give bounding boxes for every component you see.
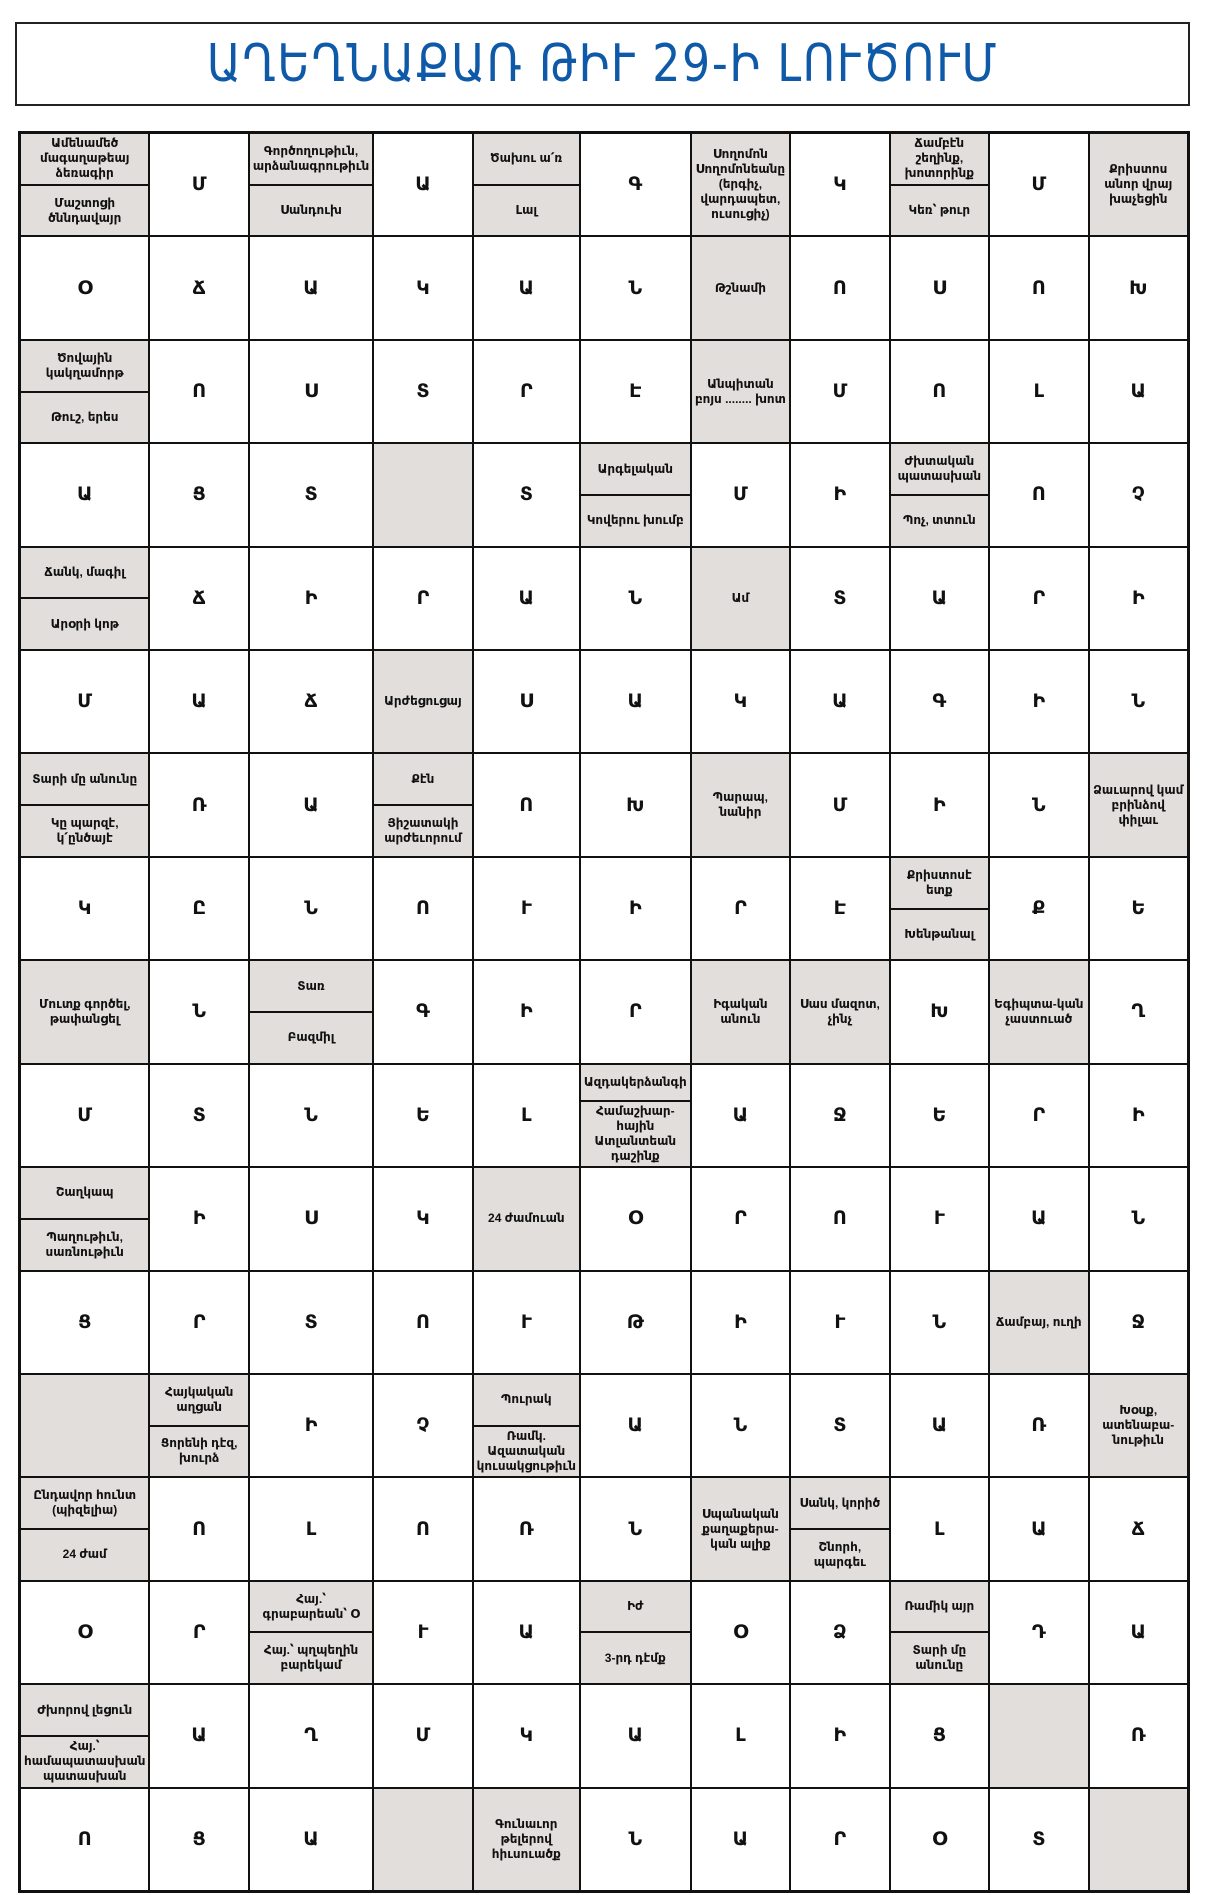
clue-text: Սանկ, կորիծ [799, 1495, 881, 1510]
answer-cell[interactable]: Ա [373, 133, 472, 236]
clue-text: Տառ [297, 978, 325, 993]
clue-text: Ամ [731, 590, 750, 605]
clue-text: Գործողութիւն, արձանագրութիւն [252, 143, 370, 173]
answer-cell[interactable]: Ր [989, 1064, 1088, 1167]
answer-cell[interactable]: Ի [790, 443, 889, 546]
clue-text: Մաշտոցի ծննդավայր [21, 184, 148, 236]
clue-text: Կովերու խումբ [581, 494, 690, 546]
clue-cell [373, 650, 472, 753]
clue-text: Պուրակ [501, 1392, 552, 1407]
answer-cell[interactable]: Ա [1089, 1581, 1188, 1684]
clue-cell [249, 1581, 373, 1684]
clue-cell [890, 857, 989, 960]
clue-text: 24 ժամ [21, 1528, 148, 1580]
answer-cell[interactable]: Ղ [249, 1684, 373, 1787]
answer-cell[interactable]: Ր [473, 340, 580, 443]
answer-cell[interactable]: Լ [249, 1477, 373, 1580]
answer-cell[interactable]: Ի [691, 1271, 790, 1374]
answer-cell[interactable]: Ր [691, 857, 790, 960]
clue-cell [20, 753, 149, 856]
answer-cell[interactable]: Է [790, 857, 889, 960]
clue-cell [20, 133, 149, 236]
answer-cell[interactable]: Մ [790, 340, 889, 443]
answer-cell[interactable]: Ր [149, 1271, 248, 1374]
answer-cell[interactable]: Ն [691, 1374, 790, 1477]
answer-cell[interactable]: Ո [890, 340, 989, 443]
answer-cell[interactable]: Տ [249, 443, 373, 546]
answer-cell[interactable]: Տ [373, 340, 472, 443]
answer-cell[interactable]: Ո [373, 1271, 472, 1374]
clue-text: Իգական անուն [713, 996, 768, 1026]
answer-cell[interactable]: Ա [473, 236, 580, 339]
answer-cell[interactable]: Ճ [149, 547, 248, 650]
answer-cell[interactable]: Ր [790, 1788, 889, 1891]
answer-cell[interactable]: Ո [473, 753, 580, 856]
answer-cell[interactable]: Ո [790, 236, 889, 339]
clue-cell [691, 133, 790, 236]
clue-text: Տարի մը անունը [891, 1631, 988, 1683]
clue-text: Քրիստոսէ ետք [906, 867, 972, 897]
answer-cell[interactable]: Խ [890, 960, 989, 1063]
answer-cell[interactable]: Գ [890, 650, 989, 753]
clue-text: Ձաւարով կամ բրինձով փիլաւ [1093, 782, 1184, 827]
clue-cell [790, 1477, 889, 1580]
answer-cell[interactable]: Ի [1089, 1064, 1188, 1167]
answer-cell[interactable]: Կ [373, 1167, 472, 1270]
clue-cell [580, 443, 691, 546]
clue-cell [20, 340, 149, 443]
clue-text: Խենթանալ [891, 908, 988, 960]
answer-cell[interactable]: Ճ [149, 236, 248, 339]
answer-cell[interactable]: Ց [149, 1788, 248, 1891]
clue-text: Ազդակերձանգի [583, 1074, 687, 1089]
clue-text: Մուտք գործել, թափանցել [39, 996, 131, 1026]
answer-cell[interactable]: Չ [373, 1374, 472, 1477]
answer-cell[interactable]: Տ [790, 1374, 889, 1477]
clue-text: Թշնամի [714, 280, 766, 295]
clue-text: Գունաւոր թելերով հիւսուածք [491, 1816, 561, 1861]
blank-cell [373, 1788, 472, 1891]
clue-cell [249, 960, 373, 1063]
answer-cell[interactable]: Ս [890, 236, 989, 339]
answer-cell[interactable]: Ա [580, 650, 691, 753]
answer-cell[interactable]: Ղ [1089, 960, 1188, 1063]
answer-cell[interactable]: Օ [890, 1788, 989, 1891]
answer-cell[interactable]: Ն [1089, 1167, 1188, 1270]
clue-text: Պոչ, տտուն [891, 494, 988, 546]
clue-text: Կը պարզէ, կ՛ընծայէ [21, 804, 148, 856]
answer-cell[interactable]: Տ [249, 1271, 373, 1374]
blank-cell [1089, 1788, 1188, 1891]
clue-cell [20, 1684, 149, 1787]
answer-cell[interactable]: Ե [890, 1064, 989, 1167]
clue-text: Սողոմոն Սողոմոնեանը (երգիչ, վարդապետ, ուսուցիչ) [695, 147, 786, 222]
answer-cell[interactable]: Ն [580, 547, 691, 650]
answer-cell[interactable]: Ն [580, 1477, 691, 1580]
answer-cell[interactable]: Ը [149, 857, 248, 960]
blank-cell [989, 1684, 1088, 1787]
answer-cell[interactable]: Ն [580, 236, 691, 339]
answer-cell[interactable]: Ա [580, 1374, 691, 1477]
clue-text: Հայ.՝ պղպեղին բարեկամ [250, 1631, 372, 1683]
answer-cell[interactable]: Կ [373, 236, 472, 339]
answer-cell[interactable]: Մ [790, 753, 889, 856]
clue-cell [691, 1477, 790, 1580]
page-title: ԱՂԵՂՆԱՔԱՌ ԹԻՒ 29-Ի ԼՈՒԾՈՒՄ [206, 34, 999, 94]
clue-text: Տարի մը անունը [32, 771, 138, 786]
clue-text: Համաշխար-հային Ատլանտեան դաշինք [581, 1100, 690, 1166]
answer-cell[interactable]: Ե [373, 1064, 472, 1167]
answer-cell[interactable]: Ռ [1089, 1684, 1188, 1787]
answer-cell[interactable]: Օ [691, 1581, 790, 1684]
answer-cell[interactable]: Է [580, 340, 691, 443]
clue-text: Պարապ, նանիր [712, 790, 769, 820]
clue-cell [989, 960, 1088, 1063]
answer-cell[interactable]: Ա [249, 236, 373, 339]
clue-text: Բազմիլ [250, 1011, 372, 1063]
clue-text: Լալ [474, 184, 579, 236]
answer-cell[interactable]: Ի [790, 1684, 889, 1787]
answer-cell[interactable]: Ա [691, 1788, 790, 1891]
answer-cell[interactable]: Մ [20, 650, 149, 753]
answer-cell[interactable]: Խ [580, 753, 691, 856]
clue-text: Անպիտան բոյս ........ խոտ [694, 376, 786, 406]
clue-text: Ժխտական պատասխան [897, 454, 982, 484]
clue-text: Հայ.՝ համապատասխան պատասխան [21, 1735, 148, 1787]
answer-cell[interactable]: Ւ [473, 857, 580, 960]
answer-cell[interactable]: Ո [790, 1167, 889, 1270]
clue-text: Խօսք, ատենաբա-նութիւն [1102, 1403, 1175, 1448]
answer-cell[interactable]: Կ [691, 650, 790, 753]
clue-cell [1089, 1374, 1188, 1477]
answer-cell[interactable]: Ն [249, 1064, 373, 1167]
clue-text: Ռամիկ այր [904, 1599, 975, 1614]
answer-cell[interactable]: Ա [473, 547, 580, 650]
clue-cell [473, 1167, 580, 1270]
answer-cell[interactable]: Տ [149, 1064, 248, 1167]
answer-cell[interactable]: Ի [473, 960, 580, 1063]
clue-cell [989, 1271, 1088, 1374]
clue-text: Ժխորով լեցուն [37, 1702, 133, 1717]
answer-cell[interactable]: Ճ [249, 650, 373, 753]
clue-cell [691, 753, 790, 856]
answer-cell[interactable]: Ւ [790, 1271, 889, 1374]
answer-cell[interactable]: Ն [580, 1788, 691, 1891]
answer-cell[interactable]: Ն [989, 753, 1088, 856]
clue-text: Հայկական աղցան [164, 1384, 234, 1414]
answer-cell[interactable]: Ա [473, 1581, 580, 1684]
clue-text: Ճամբէն շեղինք, խոտորինք [904, 136, 974, 181]
clue-text: Ընդավոր հունտ (պիզելիա) [33, 1488, 137, 1518]
clue-text: Քէն [411, 771, 435, 786]
answer-cell[interactable]: Ջ [790, 1064, 889, 1167]
clue-text: Ճամբայ, ուղի [995, 1314, 1082, 1329]
answer-cell[interactable]: Գ [580, 133, 691, 236]
clue-text: Պաղութիւն, սառնութիւն [21, 1218, 148, 1270]
clue-text: Եգիպտա-կան չաստուած [994, 996, 1084, 1026]
answer-cell[interactable]: Տ [473, 443, 580, 546]
answer-cell[interactable]: Դ [989, 1581, 1088, 1684]
answer-cell[interactable]: Ի [989, 650, 1088, 753]
answer-cell[interactable]: Ա [249, 753, 373, 856]
answer-cell[interactable]: Ա [580, 1684, 691, 1787]
clue-text: Ճանկ, մագիլ [44, 564, 126, 579]
answer-cell[interactable]: Ւ [473, 1271, 580, 1374]
clue-cell [373, 753, 472, 856]
clue-text: Արգելական [597, 461, 673, 476]
title-box [15, 22, 1190, 106]
answer-cell[interactable]: Կ [473, 1684, 580, 1787]
answer-cell[interactable]: Ա [1089, 340, 1188, 443]
answer-cell[interactable]: Ա [149, 650, 248, 753]
answer-cell[interactable]: Ա [691, 1064, 790, 1167]
answer-cell[interactable]: Կ [20, 857, 149, 960]
clue-cell [249, 133, 373, 236]
answer-cell[interactable]: Լ [890, 1477, 989, 1580]
answer-cell[interactable]: Ո [989, 443, 1088, 546]
answer-cell[interactable]: Ն [149, 960, 248, 1063]
answer-cell[interactable]: Տ [989, 1788, 1088, 1891]
clue-cell [890, 133, 989, 236]
clue-cell [790, 960, 889, 1063]
clue-text: Սպանական քաղաքերա-կան ալիք [701, 1506, 779, 1551]
answer-cell[interactable]: Լ [473, 1064, 580, 1167]
answer-cell[interactable]: Ի [149, 1167, 248, 1270]
answer-cell[interactable]: Ո [20, 1788, 149, 1891]
answer-cell[interactable]: Ռ [149, 753, 248, 856]
answer-cell[interactable]: Օ [20, 236, 149, 339]
answer-cell[interactable]: Ս [249, 340, 373, 443]
answer-cell[interactable]: Թ [580, 1271, 691, 1374]
answer-cell[interactable]: Ի [890, 753, 989, 856]
clue-cell [691, 547, 790, 650]
answer-cell[interactable]: Ձ [790, 1581, 889, 1684]
clue-cell [20, 547, 149, 650]
answer-cell[interactable]: Ե [1089, 857, 1188, 960]
blank-cell [373, 443, 472, 546]
answer-cell[interactable]: Ճ [1089, 1477, 1188, 1580]
answer-cell[interactable]: Ո [149, 1477, 248, 1580]
answer-cell[interactable]: Ա [149, 1684, 248, 1787]
clue-cell [691, 340, 790, 443]
clue-text: Ամենամեծ մագաղաթեայ ձեռագիր [40, 136, 130, 181]
clue-cell [20, 1477, 149, 1580]
clue-cell [691, 236, 790, 339]
clue-text: Ռամկ. Ազատական կուսակցութիւն [474, 1425, 579, 1477]
clue-text: 24 ժամուան [488, 1211, 565, 1226]
answer-cell[interactable]: Ս [473, 650, 580, 753]
clue-text: Քրիստոս անոր վրայ խաչեցին [1104, 162, 1173, 207]
answer-cell[interactable]: Ո [373, 1477, 472, 1580]
answer-cell[interactable]: Մ [373, 1684, 472, 1787]
answer-cell[interactable]: Ց [149, 443, 248, 546]
answer-cell[interactable]: Գ [373, 960, 472, 1063]
clue-text: Թուշ, երես [21, 391, 148, 443]
answer-cell[interactable]: Ն [1089, 650, 1188, 753]
answer-cell[interactable]: Ի [249, 1374, 373, 1477]
answer-cell[interactable]: Մ [691, 443, 790, 546]
answer-cell[interactable]: Ի [1089, 547, 1188, 650]
clue-cell [1089, 753, 1188, 856]
answer-cell[interactable]: Չ [1089, 443, 1188, 546]
answer-cell[interactable]: Մ [20, 1064, 149, 1167]
clue-text: Արժեցուցայ [384, 694, 462, 709]
answer-cell[interactable]: Ա [249, 1788, 373, 1891]
clue-cell [20, 1167, 149, 1270]
clue-text: Ցորենի դէզ, խուրձ [150, 1425, 247, 1477]
answer-cell[interactable]: Ա [989, 1477, 1088, 1580]
answer-cell[interactable]: Ա [20, 443, 149, 546]
answer-cell[interactable]: Ո [989, 236, 1088, 339]
answer-cell[interactable]: Ց [890, 1684, 989, 1787]
clue-cell [20, 960, 149, 1063]
answer-cell[interactable]: Օ [20, 1581, 149, 1684]
crossword-grid [18, 131, 1190, 1893]
answer-cell[interactable]: Ր [373, 547, 472, 650]
answer-cell[interactable]: Ա [989, 1167, 1088, 1270]
clue-cell [473, 1374, 580, 1477]
clue-text: Ծովային կակղամորթ [45, 350, 124, 380]
answer-cell[interactable]: Լ [691, 1684, 790, 1787]
clue-text: Յիշատակի արժեւորում [374, 804, 471, 856]
clue-text: Շնորհ, պարգեւ [791, 1528, 888, 1580]
answer-cell[interactable]: Տ [790, 547, 889, 650]
answer-cell[interactable]: Ն [249, 857, 373, 960]
answer-cell[interactable]: Ք [989, 857, 1088, 960]
answer-cell[interactable]: Ա [890, 547, 989, 650]
answer-cell[interactable]: Մ [989, 133, 1088, 236]
answer-cell[interactable]: Ջ [1089, 1271, 1188, 1374]
answer-cell[interactable]: Ո [373, 857, 472, 960]
answer-cell[interactable]: Ր [989, 547, 1088, 650]
answer-cell[interactable]: Ր [580, 960, 691, 1063]
clue-text: Ծախու ա՛ռ [490, 151, 563, 166]
blank-cell [20, 1374, 149, 1477]
clue-cell [890, 443, 989, 546]
answer-cell[interactable]: Կ [790, 133, 889, 236]
answer-cell[interactable]: Ի [580, 857, 691, 960]
answer-cell[interactable]: Օ [580, 1167, 691, 1270]
clue-cell [1089, 133, 1188, 236]
clue-cell [580, 1064, 691, 1167]
answer-cell[interactable]: Ա [790, 650, 889, 753]
clue-text: Իժ [627, 1599, 644, 1614]
clue-cell [473, 133, 580, 236]
clue-text: Շաղկապ [55, 1185, 114, 1200]
clue-cell [890, 1581, 989, 1684]
answer-cell[interactable]: Մ [149, 133, 248, 236]
answer-cell[interactable]: Ռ [473, 1477, 580, 1580]
clue-cell [580, 1581, 691, 1684]
clue-cell [473, 1788, 580, 1891]
clue-text: Կեռ՝ թուր [891, 184, 988, 236]
answer-cell[interactable]: Ց [20, 1271, 149, 1374]
clue-text: Սանդուխ [250, 184, 372, 236]
answer-cell[interactable]: Ր [149, 1581, 248, 1684]
clue-cell [149, 1374, 248, 1477]
clue-cell [691, 960, 790, 1063]
clue-text: Հայ.՝ գրաբարեան՝ Օ [262, 1591, 360, 1621]
answer-cell[interactable]: Լ [989, 340, 1088, 443]
answer-cell[interactable]: Ս [249, 1167, 373, 1270]
answer-cell[interactable]: Ւ [890, 1167, 989, 1270]
answer-cell[interactable]: Խ [1089, 236, 1188, 339]
answer-cell[interactable]: Ա [890, 1374, 989, 1477]
answer-cell[interactable]: Ո [149, 340, 248, 443]
answer-cell[interactable]: Ի [249, 547, 373, 650]
answer-cell[interactable]: Ռ [989, 1374, 1088, 1477]
answer-cell[interactable]: Ւ [373, 1581, 472, 1684]
clue-text: Սաս մազոտ, չինչ [799, 996, 880, 1026]
answer-cell[interactable]: Ն [890, 1271, 989, 1374]
clue-text: 3-րդ դէմք [581, 1631, 690, 1683]
clue-text: Արօրի կոթ [21, 597, 148, 649]
answer-cell[interactable]: Ր [691, 1167, 790, 1270]
